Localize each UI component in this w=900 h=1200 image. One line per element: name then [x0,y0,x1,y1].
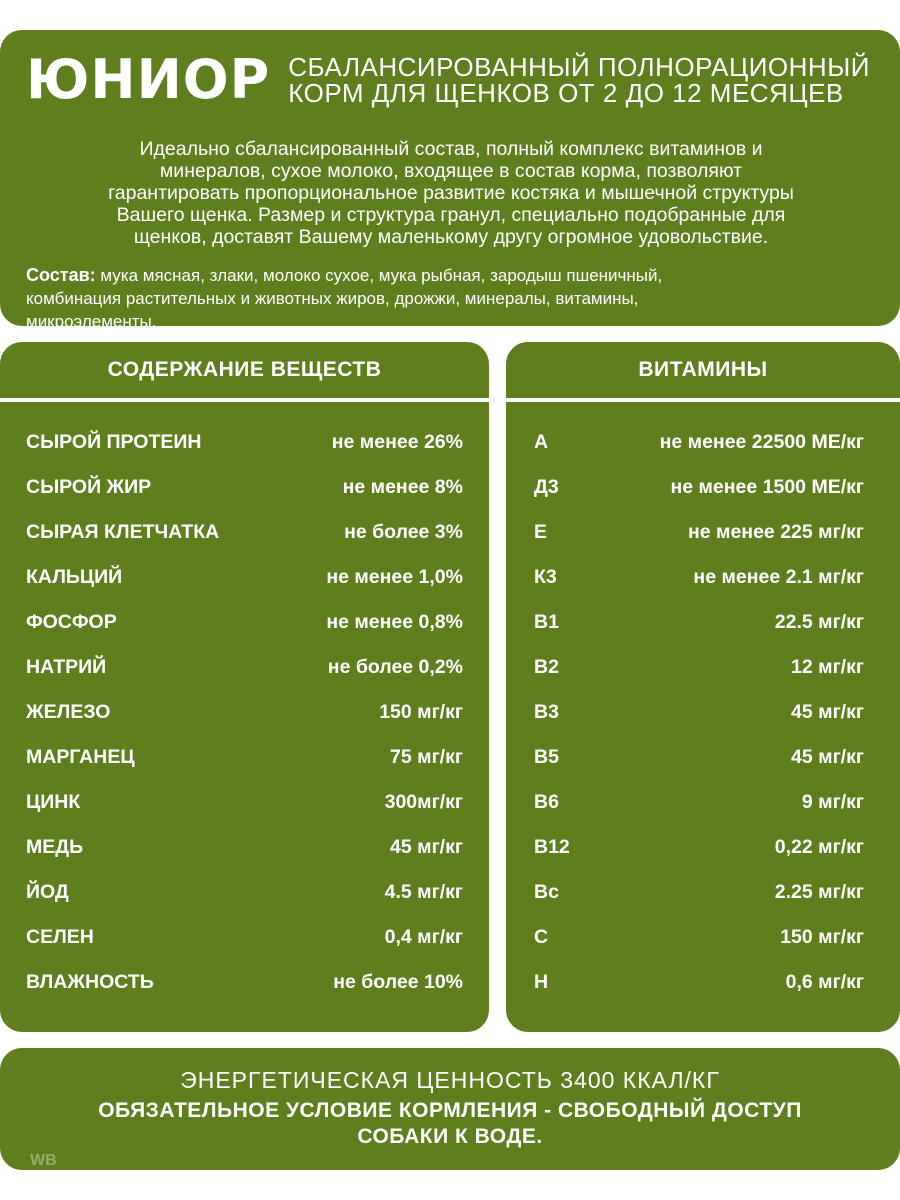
vitamin-row [506,420,900,465]
nutrient-row [0,690,489,735]
vitamin-row [506,510,900,555]
vitamin-row [506,960,900,1005]
composition-label: Состав: [26,265,96,285]
vitamin-value: 9 мг/кг [801,791,864,813]
nutrient-row [0,420,489,465]
vitamin-name: С [534,926,549,948]
vitamin-row [506,915,900,960]
vitamin-value: не менее 2.1 мг/кг [693,566,864,588]
vitamin-name: К3 [534,566,557,588]
vitamin-row [506,645,900,690]
vitamin-value: 12 мг/кг [791,656,864,678]
vitamin-value: не менее 22500 МЕ/кг [659,431,864,453]
vitamin-row [506,780,900,825]
nutrient-row [0,825,489,870]
vitamin-name: Н [534,971,549,993]
nutrient-row [0,735,489,780]
nutrient-name: НАТРИЙ [26,656,107,678]
vitamin-value: 2.25 мг/кг [774,881,864,903]
vitamin-name: В3 [534,701,559,723]
nutrient-value: 150 мг/кг [379,701,463,723]
nutrient-value: не более 3% [344,521,463,543]
vitamins-panel [506,342,900,1032]
tagline-line: КОРМ ДЛЯ ЩЕНКОВ ОТ 2 ДО 12 МЕСЯЦЕВ [288,78,844,108]
vitamin-row [506,690,900,735]
nutrient-name: СЫРАЯ КЛЕТЧАТКА [26,521,220,543]
feeding-condition-line: ОБЯЗАТЕЛЬНОЕ УСЛОВИЕ КОРМЛЕНИЯ - СВОБОДНЫЙ ДОСТУП [98,1099,802,1122]
vitamin-name: Д3 [534,476,559,498]
nutrient-row [0,960,489,1005]
nutrient-name: МЕДЬ [26,836,84,858]
nutrient-row [0,600,489,645]
vitamin-value: 150 мг/кг [780,926,864,948]
composition-line: комбинация растительных и животных жиров, дрожжи, минералы, витамины, [26,289,639,308]
vitamin-name: В2 [534,656,559,678]
vitamin-row [506,465,900,510]
description [26,138,876,248]
composition-line: мука мясная, злаки, молоко сухое, мука рыбная, зародыш пшеничный, [100,266,663,285]
tagline-line: СБАЛАНСИРОВАННЫЙ ПОЛНОРАЦИОННЫЙ [288,52,870,82]
description-line: минералов, сухое молоко, входящее в состав корма, позволяют [159,160,743,182]
vitamins-title: ВИТАМИНЫ [506,342,900,402]
nutrients-title: СОДЕРЖАНИЕ ВЕЩЕСТВ [0,342,489,402]
watermark-logo: WB [30,1152,57,1169]
nutrients-panel [0,342,489,1032]
nutrient-name: ЙОД [26,881,69,903]
footer-panel [0,1048,900,1170]
nutrient-value: не более 0,2% [327,656,463,678]
nutrient-name: СЫРОЙ ЖИР [26,476,152,498]
composition [26,264,876,333]
feeding-condition-line: СОБАКИ К ВОДЕ. [357,1125,543,1148]
vitamin-row [506,555,900,600]
vitamin-value: не менее 225 мг/кг [688,521,864,543]
description-line: Идеально сбалансированный состав, полный комплекс витаминов и [139,138,763,160]
nutrient-row [0,870,489,915]
vitamin-name: В5 [534,746,559,768]
nutrient-name: КАЛЬЦИЙ [26,566,123,588]
vitamin-row [506,735,900,780]
vitamins-list [506,420,900,1005]
nutrient-value: не менее 1,0% [326,566,463,588]
vitamin-name: А [534,431,549,453]
vitamin-value: 0,22 мг/кг [774,836,864,858]
vitamin-value: не менее 1500 МЕ/кг [670,476,864,498]
nutrient-name: МАРГАНЕЦ [26,746,135,768]
nutrient-name: ЖЕЛЕЗО [26,701,111,723]
nutrient-value: не менее 8% [342,476,463,498]
nutrient-row [0,915,489,960]
nutrient-name: СЫРОЙ ПРОТЕИН [26,431,202,453]
nutrient-row [0,555,489,600]
header-panel [0,30,900,331]
vitamin-row [506,870,900,915]
vitamin-name: В1 [534,611,559,633]
description-line: гарантировать пропорциональное развитие костяка и мышечной структуры [108,182,794,204]
tagline [288,54,870,106]
brand-row [26,48,876,136]
nutrient-value: не более 10% [333,971,463,993]
nutrient-row [0,645,489,690]
vitamin-row [506,600,900,645]
vitamin-name: В6 [534,791,559,813]
nutrient-name: СЕЛЕН [26,926,94,948]
vitamin-value: 45 мг/кг [791,701,864,723]
vitamin-name: Е [534,521,548,543]
nutrient-value: 300мг/кг [384,791,463,813]
vitamin-value: 22.5 мг/кг [774,611,864,633]
nutrient-value: не менее 0,8% [326,611,463,633]
nutrient-name: ЦИНК [26,791,81,813]
vitamin-name: Вс [534,881,559,903]
composition-line: микроэлементы. [26,312,157,331]
nutrient-value: 45 мг/кг [390,836,463,858]
nutrient-value: 75 мг/кг [390,746,463,768]
vitamin-value: 45 мг/кг [791,746,864,768]
description-line: щенков, доставят Вашему маленькому другу огромное удовольствие. [133,226,769,248]
nutrient-row [0,780,489,825]
nutrient-row [0,510,489,555]
nutrient-row [0,465,489,510]
nutrient-name: ВЛАЖНОСТЬ [26,971,154,993]
vitamin-name: В12 [534,836,570,858]
energy-value: ЭНЕРГЕТИЧЕСКАЯ ЦЕННОСТЬ 3400 ККАЛ/КГ [180,1067,720,1093]
feeding-condition [0,1098,900,1150]
vitamin-row [506,825,900,870]
nutrient-name: ФОСФОР [26,611,117,633]
nutrient-value: 4.5 мг/кг [384,881,463,903]
brand-title: ЮНИОР [26,48,271,111]
description-line: Вашего щенка. Размер и структура гранул, специально подобранные для [116,204,786,226]
vitamin-value: 0,6 мг/кг [785,971,864,993]
nutrients-list [0,420,489,1005]
nutrient-value: не менее 26% [331,431,463,453]
nutrient-value: 0,4 мг/кг [384,926,463,948]
